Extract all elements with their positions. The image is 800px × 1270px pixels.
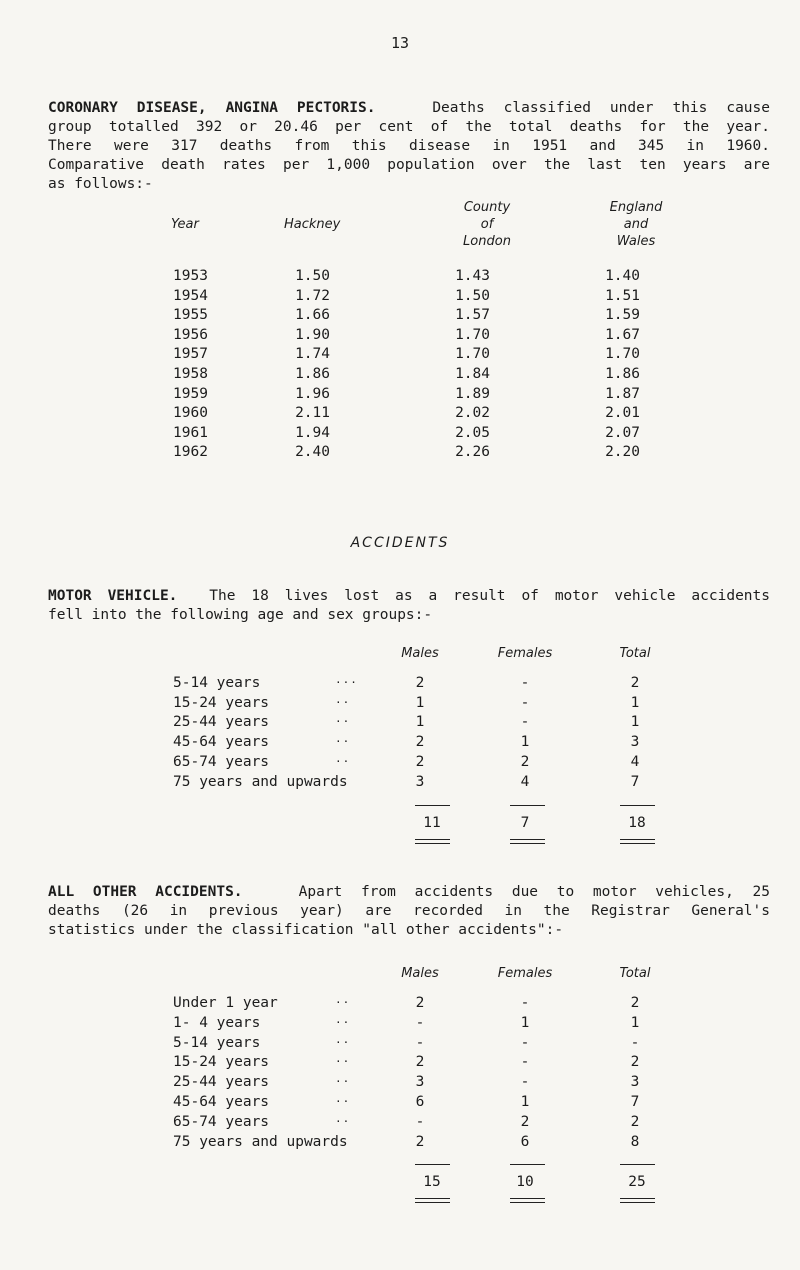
cell-males: -: [415, 1034, 425, 1051]
sum-rule: [620, 805, 655, 806]
total-females: 7: [520, 815, 530, 831]
cell-county: 1.70: [455, 346, 490, 363]
double-underline: [510, 839, 545, 844]
motor-lead: MOTOR VEHICLE.: [48, 588, 178, 604]
cell-total: 1: [630, 694, 640, 711]
leader-dots: ..: [335, 692, 351, 706]
double-underline: [510, 1198, 545, 1203]
cell-hackney: 2.40: [295, 444, 330, 461]
cell-males: 1: [415, 714, 425, 731]
cell-england: 1.59: [605, 307, 640, 324]
cell-county: 2.05: [455, 424, 490, 441]
cell-males: 2: [415, 1133, 425, 1150]
double-underline: [415, 839, 450, 844]
page-number: 13: [390, 34, 410, 52]
cell-total: 2: [630, 1054, 640, 1071]
leader-dots: ...: [335, 673, 358, 686]
motor-line-2: fell into the following age and sex groups:-: [48, 607, 433, 623]
total-males: 11: [423, 815, 441, 831]
double-underline: [620, 839, 655, 844]
cell-england: 1.86: [605, 366, 640, 382]
cell-year: 1955: [173, 307, 208, 324]
cell-males: 2: [415, 753, 425, 770]
cell-hackney: 1.94: [295, 424, 330, 441]
leader-dots: ..: [335, 993, 351, 1006]
row-age-label: Under 1 year: [173, 995, 278, 1011]
cell-england: 2.07: [605, 424, 640, 441]
cell-females: 2: [520, 1113, 530, 1130]
other-header-males: Males: [401, 966, 439, 981]
cell-males: 6: [415, 1094, 425, 1110]
cell-year: 1954: [173, 287, 208, 304]
leader-dots: ..: [335, 1092, 351, 1105]
cell-males: 2: [415, 675, 425, 691]
other-lead: ALL OTHER ACCIDENTS.: [48, 884, 243, 900]
cell-year: 1961: [173, 424, 208, 441]
cell-hackney: 1.72: [295, 287, 330, 304]
leader-dots: ..: [335, 1032, 351, 1046]
coronary-line-3: There were 317 deaths from this disease in 1951 and 345 in 1960.: [48, 138, 770, 154]
cell-hackney: 1.96: [295, 385, 330, 402]
cell-county: 2.02: [455, 405, 490, 422]
coronary-line-1: CORONARY DISEASE, ANGINA PECTORIS. Deaths classified under this cause: [48, 100, 770, 116]
header-year: Year: [171, 217, 199, 232]
sum-rule: [620, 1164, 655, 1165]
cell-males: 3: [415, 1074, 425, 1091]
leader-dots: ..: [335, 1052, 351, 1066]
sum-rule: [510, 805, 545, 806]
cell-males: 2: [415, 995, 425, 1011]
cell-females: -: [520, 1054, 530, 1071]
row-age-label: 45-64 years: [173, 734, 270, 751]
row-age-label: 25-44 years: [173, 1074, 270, 1091]
cell-england: 1.87: [605, 385, 640, 402]
cell-hackney: 1.90: [295, 326, 330, 343]
cell-males: 2: [415, 1054, 425, 1071]
cell-hackney: 1.86: [295, 366, 330, 382]
cell-males: 2: [415, 734, 425, 751]
cell-england: 2.01: [605, 405, 640, 422]
cell-year: 1953: [173, 268, 208, 284]
row-age-label: 65-74 years: [173, 753, 270, 770]
cell-total: 7: [630, 1094, 640, 1110]
cell-females: -: [520, 694, 530, 711]
double-underline: [620, 1198, 655, 1203]
cell-total: 4: [630, 753, 640, 770]
cell-total: -: [630, 1034, 640, 1051]
cell-females: 2: [520, 753, 530, 770]
coronary-paragraph: [48, 99, 770, 194]
sum-rule: [510, 1164, 545, 1165]
cell-total: 8: [630, 1133, 640, 1150]
cell-females: 6: [520, 1133, 530, 1150]
sum-rule: [415, 1164, 450, 1165]
motor-header-females: Females: [497, 646, 553, 661]
row-age-label: 25-44 years: [173, 714, 270, 731]
cell-females: 4: [520, 773, 530, 790]
row-age-label: 1- 4 years: [173, 1014, 261, 1031]
cell-total: 2: [630, 995, 640, 1011]
cell-males: -: [415, 1113, 425, 1130]
row-age-label: 15-24 years: [173, 1054, 270, 1071]
cell-total: 2: [630, 675, 640, 691]
cell-county: 1.70: [455, 326, 490, 343]
other-header-total: Total: [619, 966, 651, 981]
cell-total: 1: [630, 1014, 640, 1031]
cell-hackney: 2.11: [295, 405, 330, 422]
row-age-label: 5-14 years: [173, 1034, 261, 1051]
motor-line-1: MOTOR VEHICLE. The 18 lives lost as a result of motor vehicle accidents: [48, 588, 770, 604]
total-males: 15: [423, 1174, 441, 1190]
cell-males: 1: [415, 694, 425, 711]
row-age-label: 75 years and upwards: [173, 1133, 348, 1150]
cell-england: 1.51: [605, 287, 640, 304]
leader-dots: ..: [335, 712, 351, 726]
cell-females: -: [520, 1074, 530, 1091]
total-females: 10: [516, 1174, 534, 1190]
cell-county: 1.43: [455, 268, 490, 284]
header-hackney: Hackney: [284, 217, 341, 232]
cell-year: 1962: [173, 444, 208, 461]
sum-rule: [415, 805, 450, 806]
cell-females: 1: [520, 734, 530, 751]
coronary-lead: CORONARY DISEASE, ANGINA PECTORIS.: [48, 100, 376, 116]
other-line-2: deaths (26 in previous year) are recorded in the Registrar General's: [48, 903, 770, 919]
cell-females: -: [520, 675, 530, 691]
cell-females: 1: [520, 1014, 530, 1031]
cell-year: 1960: [173, 405, 208, 422]
row-age-label: 15-24 years: [173, 694, 270, 711]
cell-females: -: [520, 714, 530, 731]
cell-hackney: 1.74: [295, 346, 330, 363]
other-line-1: ALL OTHER ACCIDENTS. Apart from accidents due to motor vehicles, 25: [48, 884, 770, 900]
cell-females: -: [520, 1034, 530, 1051]
cell-england: 1.70: [605, 346, 640, 363]
cell-total: 7: [630, 773, 640, 790]
cell-county: 1.89: [455, 385, 490, 402]
accidents-heading: ACCIDENTS: [350, 535, 450, 551]
cell-year: 1958: [173, 366, 208, 382]
cell-total: 3: [630, 734, 640, 751]
cell-total: 1: [630, 714, 640, 731]
total-all: 25: [628, 1174, 646, 1190]
cell-county: 1.57: [455, 307, 490, 324]
cell-england: 1.40: [605, 268, 640, 284]
coronary-line-4: Comparative death rates per 1,000 population over the last ten years are: [48, 157, 770, 173]
cell-year: 1957: [173, 346, 208, 363]
cell-year: 1959: [173, 385, 208, 402]
cell-males: -: [415, 1014, 425, 1031]
leader-dots: ..: [335, 1111, 351, 1125]
cell-females: 1: [520, 1094, 530, 1110]
row-age-label: 65-74 years: [173, 1113, 270, 1130]
cell-county: 1.50: [455, 287, 490, 304]
cell-england: 1.67: [605, 326, 640, 343]
leader-dots: ..: [335, 1012, 351, 1026]
coronary-line-2: group totalled 392 or 20.46 per cent of the total deaths for the year.: [48, 119, 770, 135]
header-county-of-london: County of London: [463, 200, 511, 249]
other-header-females: Females: [497, 966, 553, 981]
cell-county: 1.84: [455, 366, 490, 382]
leader-dots: ..: [335, 732, 351, 746]
cell-england: 2.20: [605, 444, 640, 461]
total-all: 18: [628, 815, 646, 831]
cell-year: 1956: [173, 326, 208, 343]
cell-total: 2: [630, 1113, 640, 1130]
motor-header-total: Total: [619, 646, 651, 661]
motor-paragraph: [48, 587, 770, 625]
cell-hackney: 1.50: [295, 268, 330, 284]
cell-hackney: 1.66: [295, 307, 330, 324]
leader-dots: ..: [335, 751, 351, 765]
other-paragraph: [48, 883, 770, 940]
cell-county: 2.26: [455, 444, 490, 461]
header-england-and-wales: England and Wales: [609, 200, 663, 249]
cell-total: 3: [630, 1074, 640, 1091]
leader-dots: ..: [335, 1072, 351, 1086]
cell-females: -: [520, 995, 530, 1011]
row-age-label: 45-64 years: [173, 1094, 270, 1110]
cell-males: 3: [415, 773, 425, 790]
other-line-3: statistics under the classification "all other accidents":-: [48, 922, 564, 938]
coronary-line-5: as follows:-: [48, 176, 153, 192]
row-age-label: 75 years and upwards: [173, 773, 348, 790]
row-age-label: 5-14 years: [173, 675, 261, 691]
motor-header-males: Males: [401, 646, 439, 661]
double-underline: [415, 1198, 450, 1203]
